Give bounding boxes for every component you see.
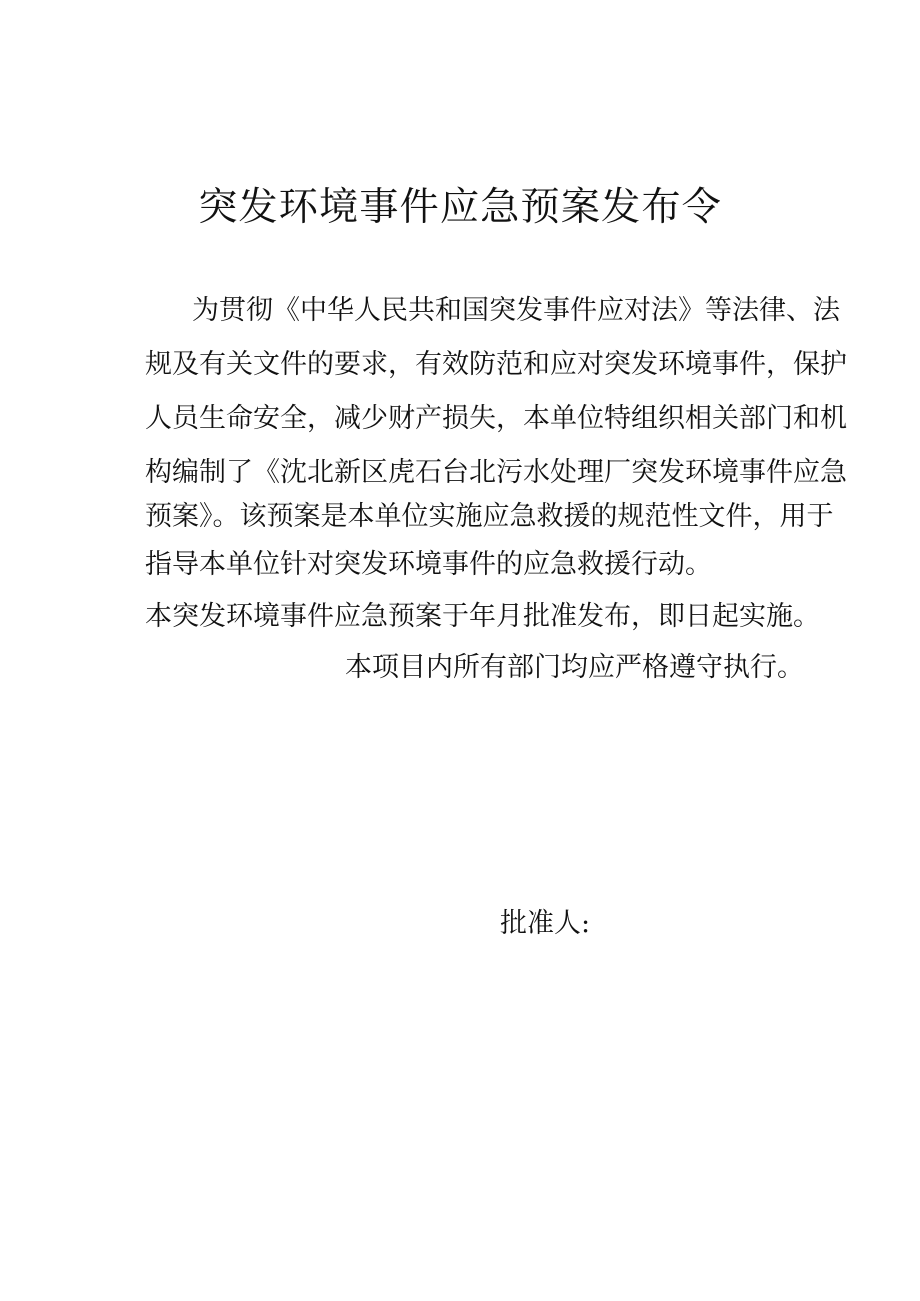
paragraph-line-2: 规及有关文件的要求，有效防范和应对突发环境事件，保护 <box>145 349 847 380</box>
approver-label: 批准人: <box>500 908 591 939</box>
release-statement: 本突发环境事件应急预案于年月批准发布，即日起实施。 <box>145 601 820 632</box>
paragraph-line-4: 构编制了《沈北新区虎石台北污水处理厂突发环境事件应急 <box>145 457 847 488</box>
paragraph-line-5: 预案》。该预案是本单位实施应急救援的规范性文件，用于 <box>145 501 834 532</box>
paragraph-line-1: 为贯彻《中华人民共和国突发事件应对法》等法律、法 <box>192 295 840 326</box>
paragraph-line-3: 人员生命安全，减少财产损失，本单位特组织相关部门和机 <box>145 403 847 434</box>
document-title: 突发环境事件应急预案发布令 <box>198 185 722 230</box>
compliance-statement: 本项目内所有部门均应严格遵守执行。 <box>345 652 804 683</box>
paragraph-line-6: 指导本单位针对突发环境事件的应急救援行动。 <box>145 549 712 580</box>
